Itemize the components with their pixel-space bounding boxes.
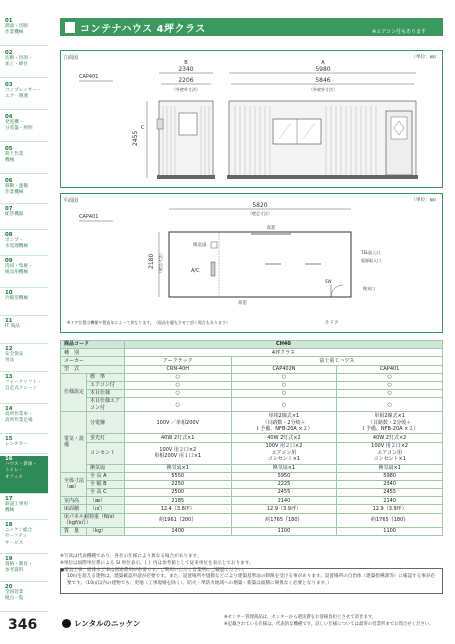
dim-a: 5980 <box>315 66 331 73</box>
overall-value: 2250 <box>124 480 231 488</box>
sidebar-item-label: 冷暖房機械 <box>5 296 28 302</box>
dim-a-label: A <box>321 60 325 66</box>
overall-value: 2340 <box>337 480 443 488</box>
plan-depth: 2180 <box>148 253 155 269</box>
sidebar-item-08[interactable] <box>0 232 48 256</box>
sidebar-item-number: 19 <box>5 556 13 562</box>
sidebar-item-number: 20 <box>5 584 13 590</box>
light-value: 40W 2灯式×2 <box>337 434 443 442</box>
sidebar-item-01[interactable] <box>0 18 48 46</box>
plan-door: 片ドア <box>325 321 339 326</box>
plan-exhaust: 換気扇 <box>193 243 207 248</box>
overall-value: 5950 <box>231 472 337 480</box>
sidebar-item-number: 08 <box>5 232 13 238</box>
outlet-value: 100V 用２口×2 エアコン用 コンセント×1 <box>231 442 337 464</box>
table-row <box>61 513 443 527</box>
sidebar-item-number: 12 <box>5 346 13 352</box>
note-3: ●電気工事、給排水工事は別途費用が必要です。ご利用いただく営業所にご確認ください。 <box>60 568 248 573</box>
sidebar-item-11[interactable] <box>0 318 48 344</box>
load-value: 約1765｛180｝ <box>337 513 443 527</box>
spec-row-label: 木目仕様 <box>86 390 124 398</box>
spec-value: ○ <box>124 373 231 381</box>
table-row <box>61 489 443 497</box>
sidebar-item-17[interactable] <box>0 496 48 520</box>
overall-value: 5550 <box>124 472 231 480</box>
table-row <box>61 349 443 357</box>
sidebar-item-label: 全国営業 拠点一覧 <box>5 590 24 602</box>
sidebar-item-18[interactable] <box>0 522 48 554</box>
spec-value: ○ <box>231 381 337 389</box>
plan-footnote: ※ドア位置は機種や製造年によって異なります。（現品を優先させて頂く場合もあります） <box>67 320 230 325</box>
sidebar-item-20[interactable] <box>0 584 48 612</box>
weight-label: 質 量 <box>61 527 87 535</box>
spec-value: ○ <box>124 390 231 398</box>
overall-row-label: 全 幅 B <box>86 480 124 488</box>
type-value: 4坪クラス <box>124 349 442 357</box>
spec-value: ○ <box>337 381 443 389</box>
load-value: 約1765｛180｝ <box>231 513 337 527</box>
logo-text: レンタルのニッケン <box>74 619 141 628</box>
elevation-model: CAP401 <box>79 74 99 80</box>
dim-b: 2340 <box>178 66 194 73</box>
overall-value: 2500 <box>124 489 231 497</box>
note-2: ※単位は国際単位系による SI 単位表示。｛ ｝内は参考値として従来単位を表示しております。 <box>60 561 254 566</box>
sidebar-item-label: 切断・切削・ 加工・締付 <box>5 56 33 68</box>
overall-row-label: 全 高 C <box>86 489 124 497</box>
table-row <box>61 341 443 349</box>
elevation-svg <box>61 51 442 187</box>
sidebar-item-label: 移動・運搬 作業機械 <box>5 184 28 196</box>
panel-value: 単相2線式×1 （目路数・2分岐＋ １予備、NFB-20A ×２） <box>337 412 443 434</box>
sidebar-item-12[interactable] <box>0 346 48 372</box>
header-note: ※エアコン付もあります <box>372 29 426 35</box>
spec-value: ○ <box>231 390 337 398</box>
floor-unit: （㎡） <box>86 505 124 513</box>
plan-unit: （単位：㎜） <box>411 198 439 203</box>
sidebar-item-04[interactable] <box>0 114 48 142</box>
floor-label: 床面積 <box>61 505 87 513</box>
sidebar-item-number: 17 <box>5 496 13 502</box>
spec-value: ○ <box>231 373 337 381</box>
height-value: 2140 <box>337 497 443 505</box>
table-row <box>61 390 443 398</box>
sidebar-item-number: 13 <box>5 374 13 380</box>
sidebar-item-label: レンタカー <box>5 442 28 448</box>
sidebar-item-number: 05 <box>5 146 13 152</box>
height-unit: （㎜） <box>86 497 124 505</box>
sidebar-item-label: 発電機・ 分電盤・照明 <box>5 120 33 132</box>
dim-b-label: B <box>184 60 188 66</box>
plan-depth-note: （壁芯寸法） <box>158 251 163 275</box>
model-2: CAP402N <box>231 365 337 373</box>
sidebar-item-number: 01 <box>5 18 13 24</box>
panel-value: 単相2線式×1 （目路数・2分岐＋ １予備、NFB-20A ×２） <box>231 412 337 434</box>
sidebar-item-07[interactable] <box>0 206 48 230</box>
plan-width-note: （壁芯寸法） <box>248 211 272 216</box>
light-value: 40W 2灯式×2 <box>231 434 337 442</box>
sidebar-item-label: 高所作業車・ 高所作業足場 <box>5 412 33 424</box>
sidebar-item-number: 03 <box>5 82 13 88</box>
sidebar-item-label: コンプレッサー・ エア一関連 <box>5 88 42 100</box>
model-3: CAP401 <box>337 365 443 373</box>
sidebar-item-number: 07 <box>5 206 13 212</box>
overall-value: 2455 <box>231 489 337 497</box>
plan-drawing <box>60 193 443 333</box>
elevation-label: 立面図 <box>63 55 79 61</box>
spec-row-label: エアコン付 <box>86 381 124 389</box>
sidebar-item-label: 測量・切断 作業機械 <box>5 24 28 36</box>
footer-note-2: ※記載されている仕様は、代表的な機種です。詳しい仕様については最寄の営業所までお問合せください。 <box>224 622 434 627</box>
sidebar-item-19[interactable] <box>0 556 48 582</box>
sidebar-item-label: ニッケン総合 セーフティ サービス <box>5 528 33 546</box>
outlet-label: コンセント <box>86 442 124 464</box>
company-logo <box>62 618 140 629</box>
model-1: CRN-40H <box>124 365 231 373</box>
sidebar-item-label: フォークリフト・ 自走式クレーン <box>5 380 42 392</box>
plan-ac: A/C <box>191 268 200 274</box>
load-label: 床パネル耐荷重（N/㎡｛kgf/㎡｝） <box>61 513 125 527</box>
spec-table <box>60 340 443 536</box>
load-value: 約1961｛200｝ <box>124 513 231 527</box>
code-value: CH40 <box>124 341 442 349</box>
sidebar-item-number: 06 <box>5 178 13 184</box>
fan-value: 換気扇×1 <box>124 464 231 472</box>
sidebar-item-03[interactable] <box>0 82 48 110</box>
spec-value: ○ <box>124 398 231 412</box>
dim-c: 2455 <box>132 130 139 146</box>
plan-power: 電源取入口 <box>361 258 381 263</box>
table-row <box>61 365 443 373</box>
table-row <box>61 497 443 505</box>
spec-value: ○ <box>337 373 443 381</box>
sidebar-item-number: 16 <box>5 456 13 462</box>
plan-width: 5820 <box>252 202 268 209</box>
spec-value: ○ <box>231 398 337 412</box>
spec-row-label: 標 準 <box>86 373 124 381</box>
plan-model: CAP401 <box>79 214 99 220</box>
sidebar-item-14[interactable] <box>0 406 48 434</box>
sidebar-item-06[interactable] <box>0 178 48 204</box>
plan-svg <box>61 194 442 332</box>
sidebar-item-15[interactable] <box>0 436 48 454</box>
outlet-value: 100V 用２口×2 エアコン用 コンセント×1 <box>337 442 443 464</box>
type-label: 種 別 <box>61 349 125 357</box>
floor-value: 12.9（3.9坪） <box>337 505 443 513</box>
fan-label: 換気扇 <box>86 464 124 472</box>
building-notice: 10㎡を超える建物は、建築確認申請が必要です。また、設置場所や規模などにより建築基準法の制限を受ける事があります。設置場所の自治体（建築指導課等）に確認する事が必要です。（10㎡以内の建物でも、更地（工事現場を除く）、防火・準防火地域への増築・新築は面積に関係なく必要となります。） <box>60 568 443 594</box>
logo-mark-icon <box>62 619 71 628</box>
height-label: 室内高 <box>61 497 87 505</box>
sidebar-item-label: 鉄道工事用 機械 <box>5 502 28 514</box>
overall-row-label: 全 長 A <box>86 472 124 480</box>
sidebar-item-label: 清掃・集塵・ 換気用機械 <box>5 264 33 276</box>
sidebar-item-number: 15 <box>5 436 13 442</box>
table-row <box>61 381 443 389</box>
dim-b-note: （外壁外寸法） <box>172 87 200 92</box>
overall-value: 5980 <box>337 472 443 480</box>
page-number: 346 <box>8 617 38 633</box>
sidebar-item-label: 配管機器 <box>5 212 24 218</box>
footer-note-1: ※センター管理商品は、センターから週送費をお客様負担とさせて頂きます。 <box>224 615 377 620</box>
note-1: ※写真は代表機種であり、各社の仕様により異なる場合があります。 <box>60 554 202 559</box>
table-row <box>61 434 443 442</box>
sidebar-item-number: 11 <box>5 318 13 324</box>
spec-row-label: 木目仕様エアコン付 <box>86 398 124 412</box>
height-value: 2140 <box>231 497 337 505</box>
weight-unit: （kg） <box>86 527 124 535</box>
spec-value: ○ <box>337 398 443 412</box>
sidebar-item-label: ハウス・倉庫・ トイレ・ オフィス <box>5 462 38 480</box>
maker-2: 富士重工ハウス <box>231 357 442 365</box>
table-row <box>61 412 443 434</box>
light-label: 蛍光灯 <box>86 434 124 442</box>
plan-high-window: 高窓 <box>266 226 276 231</box>
elevation-drawing <box>60 50 443 188</box>
overall-value: 2455 <box>337 489 443 497</box>
sidebar-item-label: ポンプ・ 水処理機械 <box>5 238 28 250</box>
weight-value: 1400 <box>124 527 231 535</box>
sidebar-item-number: 18 <box>5 522 13 528</box>
floor-value: 12.4（3.8坪） <box>124 505 231 513</box>
plan-window: 高窓 <box>238 301 247 306</box>
sidebar-item-number: 14 <box>5 406 13 412</box>
overall-label: 全体寸法 （㎜） <box>61 472 87 497</box>
table-row <box>61 472 443 480</box>
sidebar-item-09[interactable] <box>0 258 48 288</box>
sidebar-item-02[interactable] <box>0 50 48 78</box>
panel-value: 100V ／単相200V <box>124 412 231 434</box>
maker-1: アークテック <box>124 357 231 365</box>
weight-value: 1100 <box>231 527 337 535</box>
plan-tel: TEL取入口 <box>361 250 381 255</box>
table-row <box>61 442 443 464</box>
floor-value: 12.9（3.9坪） <box>231 505 337 513</box>
dim-c-label: C <box>141 125 145 131</box>
table-row <box>61 373 443 381</box>
sidebar-item-10[interactable] <box>0 290 48 316</box>
weight-value: 1100 <box>337 527 443 535</box>
sidebar-item-number: 09 <box>5 258 13 264</box>
table-row <box>61 398 443 412</box>
spec-value: ○ <box>337 390 443 398</box>
table-row <box>61 357 443 365</box>
sidebar-item-16[interactable] <box>0 456 48 494</box>
header-marker-icon <box>65 22 75 33</box>
table-row <box>61 527 443 535</box>
model-label: 型 式 <box>61 365 125 373</box>
elevation-unit: （単位：㎜） <box>411 55 439 60</box>
dim-a-inner: 5846 <box>315 77 331 84</box>
plan-label: 平面図 <box>63 198 79 204</box>
sidebar-item-label: IT 商品 <box>5 324 20 330</box>
page-title: コンテナハウス 4坪クラス <box>80 23 206 35</box>
code-label: 商品コード <box>61 341 125 349</box>
table-row <box>61 505 443 513</box>
panel-label: 分電盤 <box>86 412 124 434</box>
spec-value: ○ <box>124 381 231 389</box>
outlet-value: 100V 用２口×2 単相200V 用１口×1 <box>124 442 231 464</box>
footer-notes <box>224 614 434 628</box>
dim-a-note: （外壁外寸法） <box>309 87 337 92</box>
sidebar-item-number: 10 <box>5 290 13 296</box>
sidebar-item-label: 資格・教育・ 参考資料 <box>5 562 33 574</box>
fan-value: 換気扇×1 <box>231 464 337 472</box>
sidebar-item-13[interactable] <box>0 374 48 404</box>
table-row <box>61 480 443 488</box>
spec-label: 仕様設定 <box>61 373 87 412</box>
height-value: 2185 <box>124 497 231 505</box>
plan-vent: 換気口 <box>363 286 375 291</box>
category-sidebar <box>0 0 48 644</box>
overall-value: 2225 <box>231 480 337 488</box>
sidebar-item-number: 04 <box>5 114 13 120</box>
sidebar-item-number: 02 <box>5 50 13 56</box>
maker-label: メーカー <box>61 357 125 365</box>
table-row <box>61 464 443 472</box>
fan-value: 換気扇×1 <box>337 464 443 472</box>
plan-sw: SW <box>325 279 332 284</box>
light-value: 40W 2灯式×1 <box>124 434 231 442</box>
sidebar-item-label: 安全保安 用品 <box>5 352 24 364</box>
elec-label: 電気・設備 <box>61 412 87 472</box>
sidebar-item-05[interactable] <box>0 146 48 174</box>
sidebar-item-label: 荷上作業 機械 <box>5 152 24 164</box>
dim-b-inner: 2206 <box>178 77 194 84</box>
